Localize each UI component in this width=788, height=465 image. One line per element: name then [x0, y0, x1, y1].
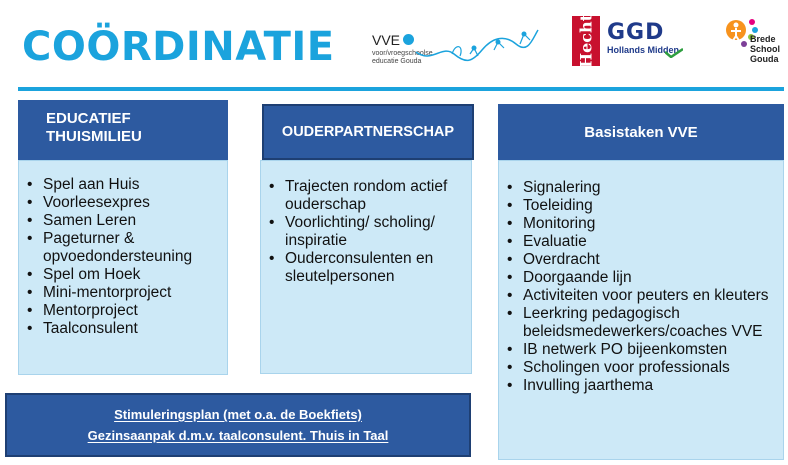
list-item: • Pageturner & opvoedondersteuning: [19, 230, 227, 266]
educatief-title-line-2: THUISMILIEU: [46, 128, 142, 145]
list-item: • Trajecten rondom actief ouderschap: [261, 178, 471, 214]
brede-school-logo: [722, 16, 788, 76]
educatief-thuismilieu-panel: [18, 160, 228, 375]
list-item: • Signalering: [499, 179, 783, 197]
ouderpartnerschap-panel: [260, 160, 472, 374]
ggd-check-icon: [665, 48, 683, 58]
ggd-logo-subtitle: Hollands Midden: [607, 45, 679, 55]
list-item: • Ouderconsulenten en sleutelpersonen: [261, 250, 471, 286]
stimuleringsplan-banner: [5, 393, 471, 457]
vve-logo-subtitle: voor/vroegschoolse educatie Gouda: [372, 50, 433, 65]
banner-line-1: Stimuleringsplan (met o.a. de Boekfiets): [114, 407, 362, 422]
list-item: • Overdracht: [499, 251, 783, 269]
list-item: • Activiteiten voor peuters en kleuters: [499, 287, 783, 305]
list-item: • Taalconsulent: [19, 320, 227, 338]
vve-logo-name: VVE: [372, 32, 401, 48]
list-item: • Voorleesexpres: [19, 194, 227, 212]
list-item: • Invulling jaarthema: [499, 377, 783, 395]
educatief-thuismilieu-header: [18, 100, 228, 160]
ouderpartnerschap-header: OUDERPARTNERSCHAP: [262, 104, 474, 160]
list-item: • Doorgaande lijn: [499, 269, 783, 287]
title-divider: [18, 87, 784, 91]
educatief-list: [19, 161, 227, 338]
list-item: • Spel aan Huis: [19, 176, 227, 194]
list-item: • Scholingen voor professionals: [499, 359, 783, 377]
ggd-logo-name: GGD: [607, 20, 665, 45]
list-item: • Monitoring: [499, 215, 783, 233]
list-item: • Toeleiding: [499, 197, 783, 215]
vve-swirl-icon: [412, 24, 542, 70]
list-item: • Leerkring pedagogisch beleidsmedewerkers/coaches VVE: [499, 305, 783, 341]
brede-line-1: Brede: [750, 34, 776, 44]
list-item: • Spel om Hoek: [19, 266, 227, 284]
banner-line-2: Gezinsaanpak d.m.v. taalconsulent. Thuis in Taal: [87, 428, 389, 443]
basistaken-vve-panel: [498, 160, 784, 460]
brede-line-2: School: [750, 44, 781, 54]
brede-line-3: Gouda: [750, 54, 779, 64]
list-item: • Mini-mentorproject: [19, 284, 227, 302]
basistaken-list: [499, 161, 783, 395]
vve-logo: [372, 22, 542, 74]
list-item: • Evaluatie: [499, 233, 783, 251]
ouderpartnerschap-list: [261, 161, 471, 286]
list-item: • Voorlichting/ scholing/ inspiratie: [261, 214, 471, 250]
list-item: • Samen Leren: [19, 212, 227, 230]
list-item: • IB netwerk PO bijeenkomsten: [499, 341, 783, 359]
educatief-title-line-1: EDUCATIEF: [46, 110, 131, 127]
basistaken-vve-header: Basistaken VVE: [498, 104, 784, 160]
hecht-logo: [572, 13, 600, 69]
hecht-logo-name: Hecht: [576, 13, 596, 69]
ggd-logo: [605, 20, 685, 60]
list-item: • Mentorproject: [19, 302, 227, 320]
page-title: COÖRDINATIE: [22, 24, 335, 70]
